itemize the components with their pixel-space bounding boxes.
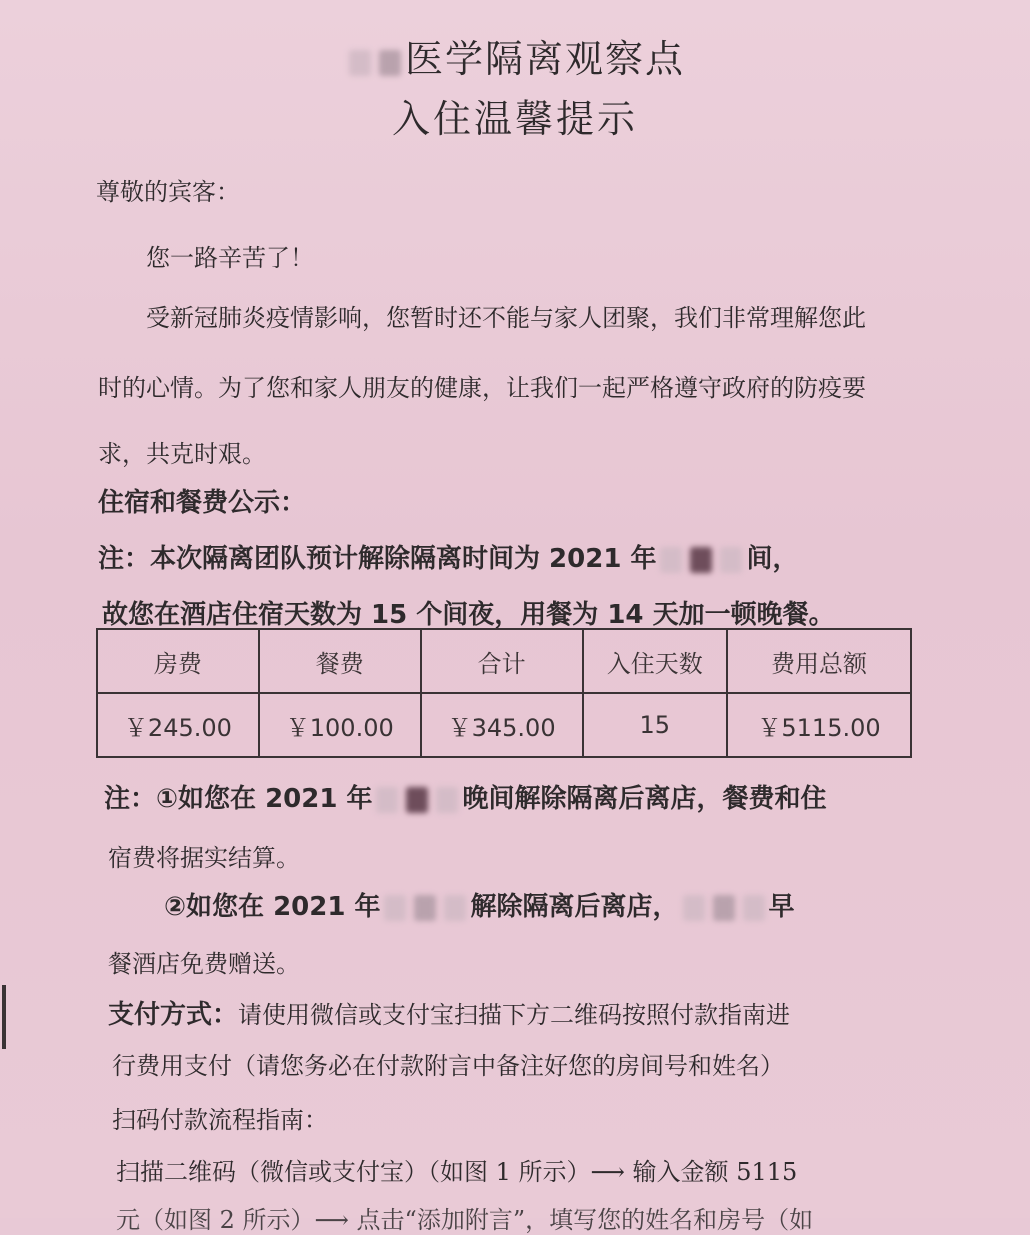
section-heading: 住宿和餐费公示： — [98, 488, 307, 518]
redacted-text — [349, 50, 371, 76]
redacted-text — [414, 895, 436, 921]
redacted-text — [444, 895, 466, 921]
flow-heading: 扫码付款流程指南： — [112, 1106, 328, 1134]
redacted-text — [436, 787, 458, 813]
title-line-1: 医学隔离观察点 — [0, 28, 1030, 83]
redacted-text — [384, 895, 406, 921]
note2-line-1: 注：①如您在 2021 年 晚间解除隔离后离店，餐费和住 — [104, 784, 827, 814]
payment-line-2: 行费用支付（请您务必在付款附言中备注好您的房间号和姓名） — [112, 1052, 784, 1080]
redacted-text — [406, 787, 428, 813]
redacted-text — [743, 895, 765, 921]
table-cell: ￥345.00 — [421, 693, 583, 757]
table-header-cell: 房费 — [97, 629, 259, 693]
note-line-2: 故您在酒店住宿天数为 15 个间夜，用餐为 14 天加一顿晚餐。 — [102, 600, 835, 630]
redacted-text — [660, 547, 682, 573]
paragraph-line-2: 时的心情。为了您和家人朋友的健康，让我们一起严格遵守政府的防疫要 — [98, 374, 866, 402]
greeting: 您一路辛苦了！ — [146, 244, 314, 272]
fee-table — [96, 628, 912, 758]
paragraph-line-1: 受新冠肺炎疫情影响，您暂时还不能与家人团聚，我们非常理解您此 — [146, 304, 866, 332]
paragraph-line-3: 求，共克时艰。 — [98, 440, 266, 468]
redacted-text — [683, 895, 705, 921]
table-header-cell: 入住天数 — [583, 629, 728, 693]
table-header-cell: 费用总额 — [727, 629, 911, 693]
table-cell: 15 — [583, 693, 728, 757]
flow-line-2-cut: 元（如图 2 所示）⟶ 点击“添加附言”，填写您的姓名和房号（如 — [116, 1206, 814, 1234]
table-cell: ￥100.00 — [259, 693, 421, 757]
title-line-2: 入住温馨提示 — [391, 97, 638, 141]
redacted-text — [713, 895, 735, 921]
edge-mark — [2, 985, 6, 1049]
payment-line-1: 支付方式：请使用微信或支付宝扫描下方二维码按照付款指南进 — [108, 1000, 791, 1030]
redacted-text — [690, 547, 712, 573]
redacted-text — [376, 787, 398, 813]
note2-line-2: 宿费将据实结算。 — [108, 844, 300, 872]
table-header-cell: 合计 — [421, 629, 583, 693]
table-cell: ￥5115.00 — [727, 693, 911, 757]
table-cell: ￥245.00 — [97, 693, 259, 757]
table-header-row — [97, 629, 911, 693]
redacted-text — [720, 547, 742, 573]
note3-line-1: ②如您在 2021 年 解除隔离后离店， 早 — [164, 892, 795, 922]
note-line-1: 注：本次隔离团队预计解除隔离时间为 2021 年 间， — [98, 544, 799, 574]
table-header-cell: 餐费 — [259, 629, 421, 693]
redacted-text — [379, 50, 401, 76]
table-row — [97, 693, 911, 757]
salutation: 尊敬的宾客： — [96, 178, 240, 206]
flow-line-1: 扫描二维码（微信或支付宝）（如图 1 所示）⟶ 输入金额 5115 — [116, 1158, 798, 1186]
note3-line-2: 餐酒店免费赠送。 — [108, 950, 300, 978]
